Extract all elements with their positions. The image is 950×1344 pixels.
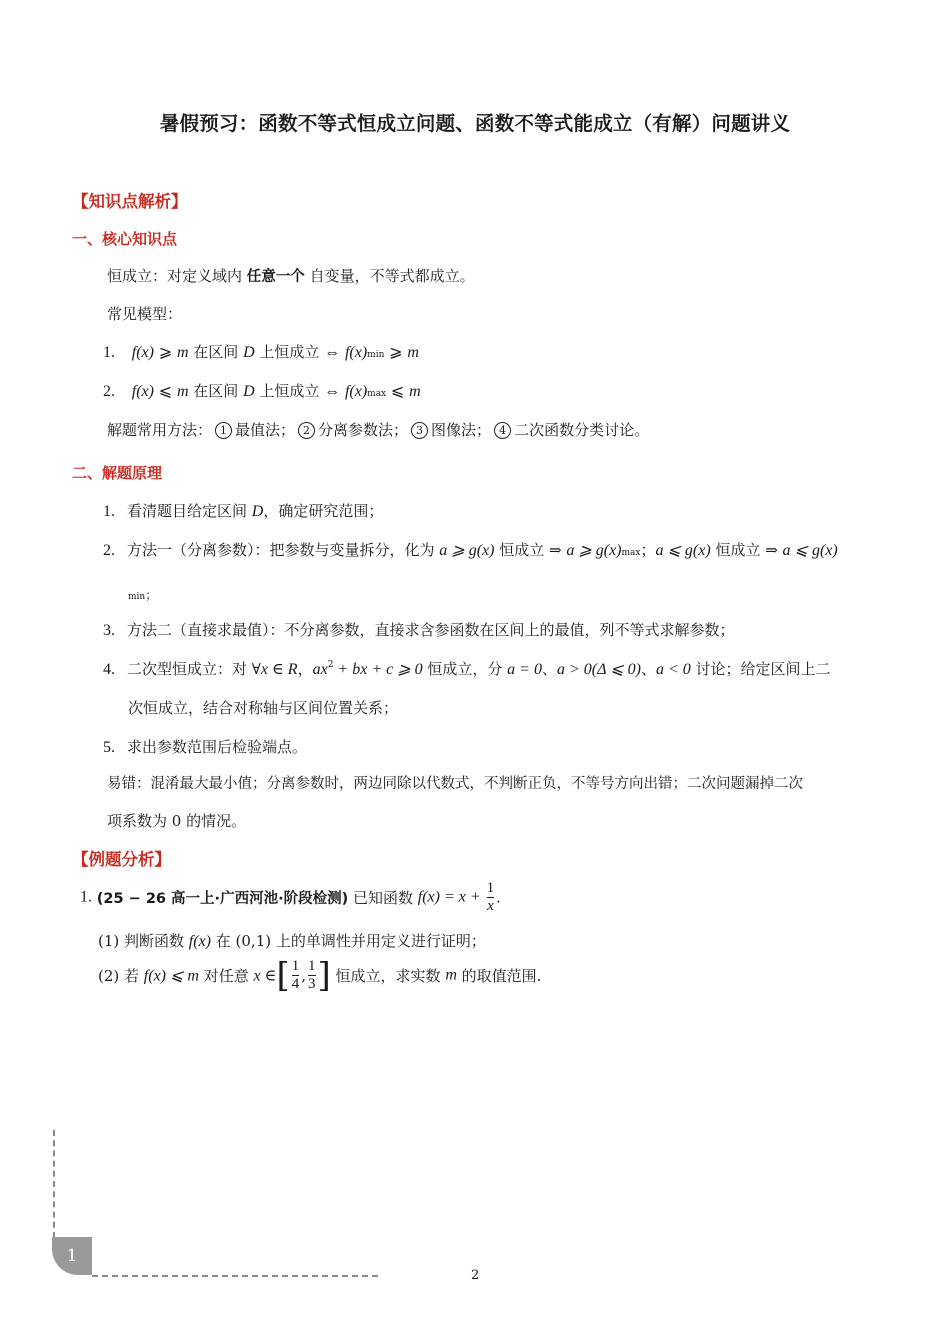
item-text: 二次型恒成立：对 ∀ [127, 660, 261, 678]
right-bracket-glyph: ] [317, 955, 331, 996]
fraction-denominator: 4 [291, 976, 300, 992]
model-relation: ⩽ [158, 383, 173, 400]
part-2-variable: m [445, 966, 457, 984]
method-text: 分离参数法； [318, 421, 409, 439]
principle-item-4-cont: 次恒成立，结合对称轴与区间位置关系； [128, 699, 399, 717]
principle-item-2-cont [128, 585, 157, 603]
item-text: 方法一（分离参数）：把参数与变量拆分，化为 [127, 541, 440, 559]
model-func: f(x) [344, 383, 368, 400]
question-source: (25 − 26 高一上·广西河池·阶段检测) [96, 891, 349, 907]
item-subscript-2: min [128, 592, 146, 602]
model-text-2: 上恒成立 [254, 382, 325, 400]
model-rhs-2: m [407, 344, 419, 361]
item-sep-2: 、 [640, 660, 656, 678]
item-text: 求出参数范围后检验端点。 [127, 738, 308, 756]
circled-number: 3 [411, 422, 428, 439]
question-end: . [496, 888, 501, 907]
item-text-5: ； [145, 588, 158, 602]
circled-number: 2 [298, 422, 315, 439]
left-bracket-glyph: [ [276, 955, 290, 996]
item-text-2: 恒成立，分 [422, 660, 508, 678]
item-math-2: a ⩾ g(x) [566, 542, 622, 559]
part-1-label: (1) 判断函数 [98, 932, 189, 950]
item-text: 方法二（直接求最值）：不分离参数，直接求含参函数在区间上的最值，列不等式求解参数； [127, 621, 735, 639]
model-lhs: f(x) [131, 383, 154, 400]
principle-header: 二、解题原理 [72, 464, 163, 482]
item-case-3: a < 0 [655, 661, 691, 678]
item-number: 1. [103, 503, 115, 520]
model-rhs: m [176, 344, 189, 361]
model-number: 1. [103, 344, 115, 361]
part-1-line [98, 930, 486, 951]
model-iff: ⇔ [324, 383, 341, 400]
fraction-numerator: 1 [291, 958, 300, 974]
item-text-2: 恒成立 ⇒ [494, 541, 567, 559]
part-2-text-2: 恒成立，求实数 [330, 967, 446, 985]
item-subscript: max [621, 548, 641, 558]
model-rhs-2: m [409, 383, 421, 400]
part-1-text: 在 (0,1) 上的单调性并用定义进行证明； [211, 932, 486, 950]
item-math-3: a ⩽ g(x) [655, 542, 711, 559]
item-case-1: a = 0 [507, 661, 542, 678]
method-text: 二次函数分类讨论。 [514, 421, 650, 439]
model-number: 2. [103, 383, 115, 400]
principle-item-5 [103, 736, 307, 757]
item-number: 4. [103, 661, 115, 678]
model-text: 在区间 [188, 343, 244, 361]
page-corner-horizontal-dashes [92, 1275, 378, 1277]
model-relation: ⩾ [158, 344, 173, 361]
item-math-in: ∈ [267, 661, 288, 678]
fraction-one-third [308, 958, 316, 993]
part-2-domain: x ∈ [253, 967, 277, 985]
question-number: 1. [80, 888, 92, 906]
item-sep: 、 [541, 660, 557, 678]
model-item-1 [103, 341, 419, 362]
item-case-2: a > 0(Δ ⩽ 0) [556, 661, 641, 678]
item-text-3: ； [640, 541, 656, 559]
example-header: 【例题分析】 [72, 850, 171, 869]
question-line [80, 880, 501, 915]
principle-item-1 [103, 500, 383, 521]
item-superscript: 2 [327, 660, 334, 670]
definition-line [107, 265, 475, 286]
model-text: 在区间 [188, 382, 244, 400]
definition-c: 自变量，不等式都成立。 [309, 267, 475, 285]
circled-number: 4 [494, 422, 511, 439]
model-relation-2: ⩽ [390, 383, 405, 400]
question-function: f(x) = x + [417, 888, 485, 906]
method-text: 最值法； [235, 421, 296, 439]
fraction-numerator: 1 [486, 880, 495, 896]
core-header: 一、核心知识点 [72, 230, 178, 248]
fraction-one-over-x [487, 880, 495, 915]
item-math-4: a ⩽ g(x) [782, 542, 838, 559]
page-corner-vertical-dashes [53, 1130, 55, 1238]
part-2-text: 对任意 [198, 967, 254, 985]
model-text-2: 上恒成立 [254, 343, 325, 361]
principle-item-2 [103, 539, 838, 560]
errors-line-1: 易错：混淆最大最小值；分离参数时，两边同除以代数式，不判断正负，不等号方向出错；二次问题漏掉二次 [107, 776, 803, 792]
model-subscript: min [367, 350, 385, 360]
errors-line-2: 项系数为 0 的情况。 [107, 812, 247, 830]
item-expr: ax [312, 661, 328, 678]
model-relation-2: ⩾ [389, 344, 403, 361]
item-text-2: ，确定研究范围； [263, 502, 384, 520]
methods-line [107, 419, 649, 440]
fraction-denominator: x [487, 898, 494, 914]
principle-item-3 [103, 619, 735, 640]
page-title: 暑假预习：函数不等式恒成立问题、函数不等式能成立（有解）问题讲义 [159, 112, 791, 135]
item-expr-2: + bx + c ⩾ 0 [333, 661, 423, 678]
part-2-inequality: f(x) ⩽ m [143, 967, 199, 985]
methods-label: 解题常用方法： [107, 421, 213, 439]
item-number: 2. [103, 542, 115, 559]
definition-a: 恒成立：对定义域内 [107, 267, 243, 285]
part-2-line: (2) 若 f(x) ⩽ m 对任意 x ∈[ $\frac{1}{4}$ , $\frac{1}{3}$ ] 恒成立，求实数 m 的取值范围. [98, 955, 542, 996]
model-lhs: f(x) [131, 344, 154, 361]
principle-item-4 [103, 658, 831, 679]
model-func: f(x) [344, 344, 368, 361]
part-1-function: f(x) [188, 933, 211, 950]
fraction-numerator: 1 [308, 958, 316, 974]
model-subscript: max [367, 389, 387, 399]
item-math: D [251, 503, 264, 520]
item-number: 3. [103, 622, 115, 639]
model-interval: D [243, 383, 255, 400]
page-number: 2 [471, 1268, 480, 1283]
models-label: 常见模型： [107, 305, 183, 323]
model-iff: ⇔ [324, 344, 341, 361]
item-comma: ， [297, 660, 313, 678]
part-2-label: (2) 若 [98, 967, 144, 985]
item-number: 5. [103, 739, 115, 756]
item-math-x: x [260, 661, 268, 678]
model-interval: D [243, 344, 255, 361]
item-text-3: 讨论；给定区间上二 [690, 660, 831, 678]
model-rhs: m [176, 383, 189, 400]
definition-emphasis: 任意一个 [246, 269, 305, 285]
model-item-2 [103, 380, 421, 401]
item-text: 看清题目给定区间 [127, 502, 252, 520]
corner-page-badge: 1 [52, 1237, 92, 1275]
fraction-one-fourth [292, 958, 300, 993]
item-text-4: 恒成立 ⇒ [710, 541, 783, 559]
item-math-r: R [287, 661, 298, 678]
item-math: a ⩾ g(x) [439, 542, 495, 559]
circled-number: 1 [215, 422, 232, 439]
knowledge-header: 【知识点解析】 [72, 192, 188, 211]
fraction-denominator: 3 [308, 976, 316, 992]
question-text: 已知函数 [348, 889, 418, 907]
method-text: 图像法； [431, 421, 492, 439]
part-2-text-3: 的取值范围. [456, 967, 542, 985]
